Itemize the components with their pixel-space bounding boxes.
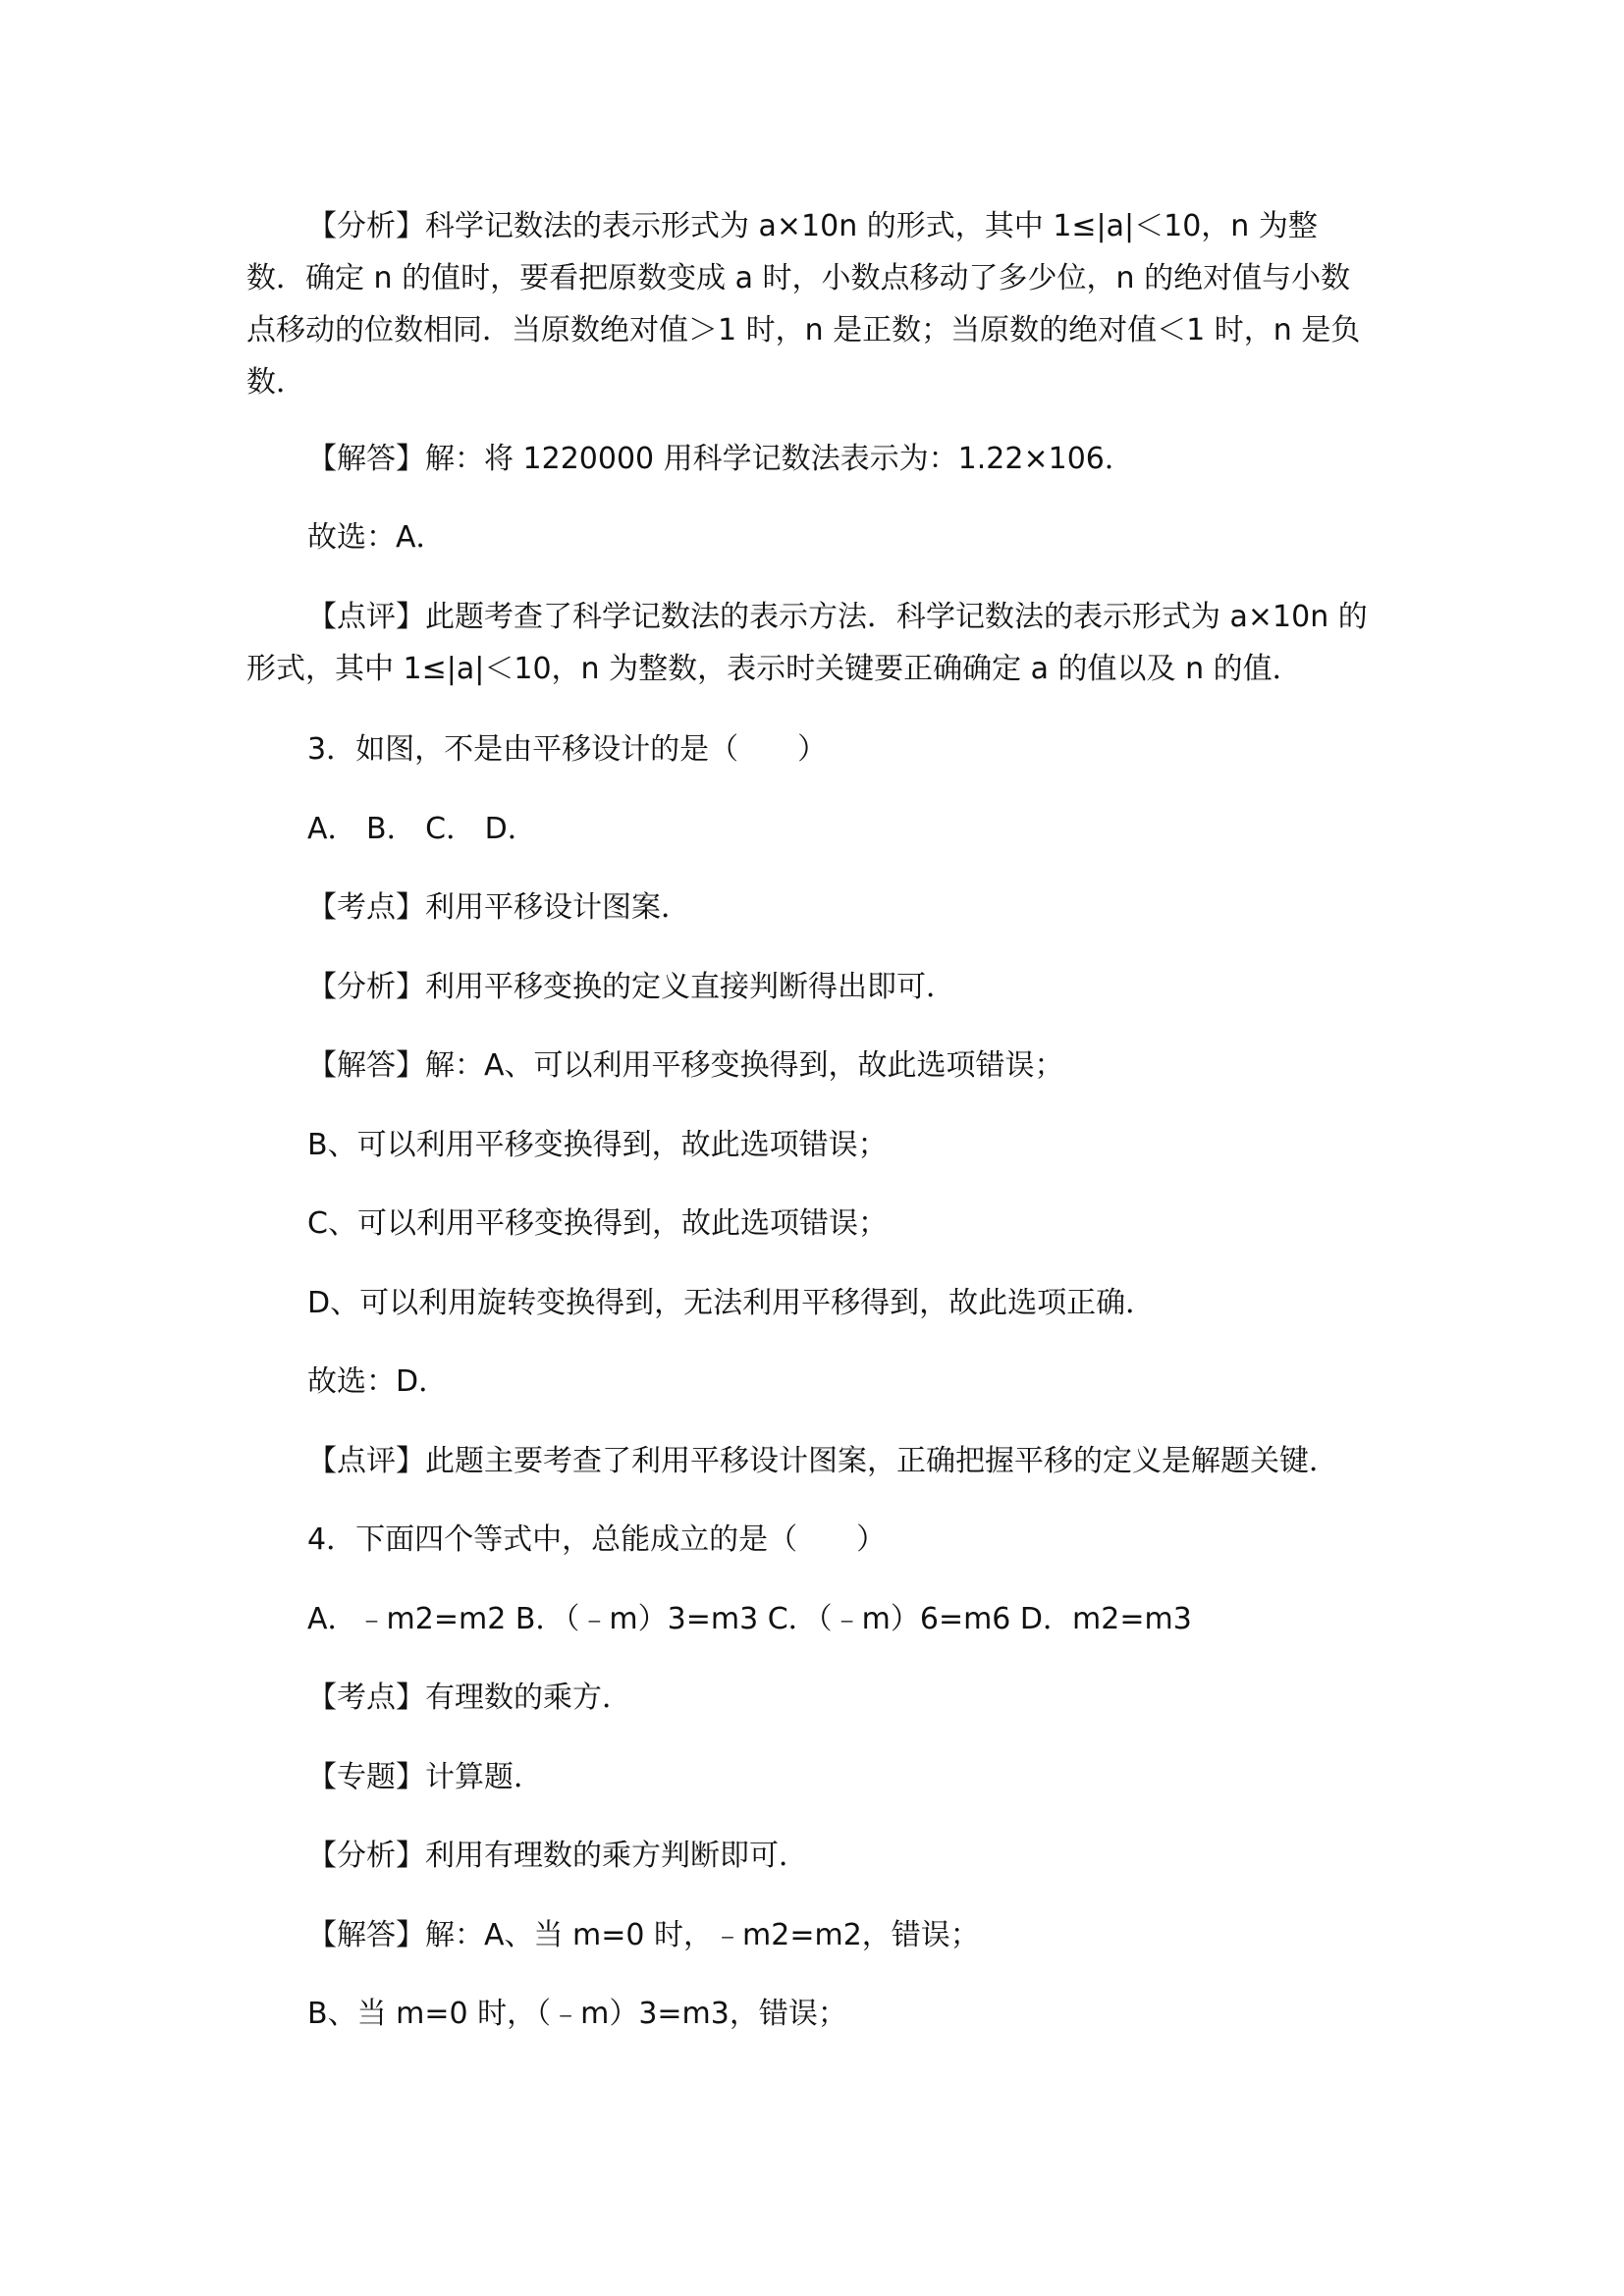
question-3 (246, 723, 1385, 775)
text-line: C、可以利用平移变换得到，故此选项错误； (307, 1206, 888, 1241)
text-line: B、可以利用平移变换得到，故此选项错误； (307, 1128, 888, 1162)
answer-q4-b (246, 1988, 1385, 2040)
text-line: 故选：D． (307, 1364, 449, 1399)
options-q4 (246, 1593, 1385, 1645)
category-q4 (246, 1751, 1385, 1803)
text-line: 【分析】利用平移变换的定义直接判断得出即可． (307, 970, 955, 1004)
text-line: 【专题】计算题． (307, 1760, 543, 1794)
text-line: 【解答】解：将 1220000 用科学记数法表示为：1.22×106． (307, 442, 1134, 476)
text-line: 【解答】解：A、可以利用平移变换得到，故此选项错误； (307, 1048, 1064, 1083)
text-line: 数． (246, 365, 305, 400)
text-line: 【考点】利用平移设计图案． (307, 890, 690, 925)
text-line: D、可以利用旋转变换得到，无法利用平移得到，故此选项正确． (307, 1286, 1156, 1320)
options-q3 (246, 803, 1385, 855)
text-line: A． B． C． D． (307, 812, 537, 846)
question-4 (246, 1514, 1385, 1566)
answer-paragraph-q2 (246, 433, 1385, 485)
analysis-paragraph-q2 (246, 200, 1385, 408)
text-line: 4．下面四个等式中，总能成立的是（ ） (307, 1522, 887, 1557)
answer-q3-b (246, 1119, 1385, 1171)
text-line: 点移动的位数相同．当原数绝对值＞1 时，n 是正数；当原数的绝对值＜1 时，n 是负 (246, 313, 1361, 347)
topic-q4 (246, 1672, 1385, 1724)
text-line: 形式，其中 1≤|a|＜10，n 为整数，表示时关键要正确确定 a 的值以及 n 的值． (246, 652, 1302, 686)
choice-q3 (246, 1356, 1385, 1408)
text-line: B、当 m=0 时，（﹣m）3=m3，错误； (307, 1997, 847, 2031)
text-line: A．﹣m2=m2 B．（﹣m）3=m3 C．（﹣m）6=m6 D．m2=m3 (307, 1602, 1192, 1636)
text-line: 【考点】有理数的乘方． (307, 1681, 631, 1715)
comment-q3 (246, 1435, 1385, 1487)
topic-q3 (246, 881, 1385, 934)
text-line: 3．如图，不是由平移设计的是（ ） (307, 732, 828, 767)
text-line: 数．确定 n 的值时，要看把原数变成 a 时，小数点移动了多少位，n 的绝对值与小数 (246, 261, 1351, 295)
analysis-q3 (246, 961, 1385, 1013)
analysis-q4 (246, 1830, 1385, 1882)
text-line: 【点评】此题考查了科学记数法的表示方法．科学记数法的表示形式为 a×10n 的 (307, 600, 1368, 634)
text-line: 【点评】此题主要考查了利用平移设计图案，正确把握平移的定义是解题关键． (307, 1444, 1338, 1478)
text-line: 【分析】利用有理数的乘方判断即可． (307, 1839, 808, 1873)
text-line: 【解答】解：A、当 m=0 时，﹣m2=m2，错误； (307, 1918, 980, 1952)
text-line: 【分析】科学记数法的表示形式为 a×10n 的形式，其中 1≤|a|＜10，n 为整 (307, 209, 1318, 243)
answer-q4-a (246, 1909, 1385, 1961)
answer-q3-a (246, 1040, 1385, 1092)
choice-paragraph-q2 (246, 511, 1385, 563)
text-line: 故选：A． (307, 520, 446, 555)
answer-q3-d (246, 1277, 1385, 1329)
answer-q3-c (246, 1198, 1385, 1250)
comment-paragraph-q2 (246, 591, 1385, 695)
